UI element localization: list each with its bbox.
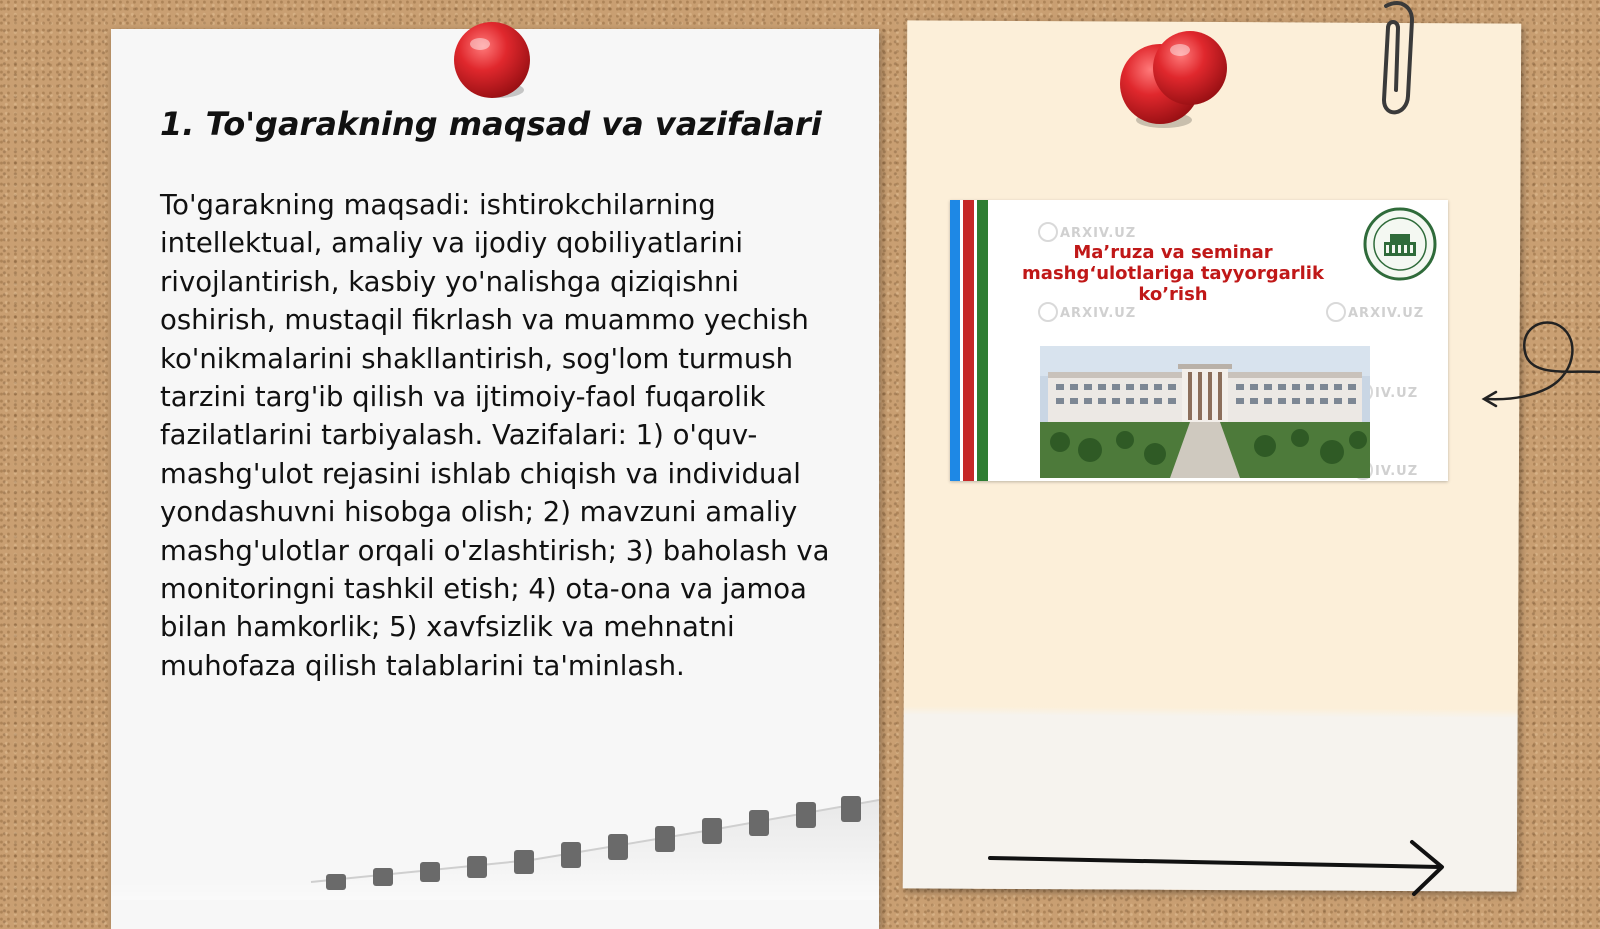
paper-clip-icon	[1372, 0, 1418, 124]
red-pushpin-icon	[1120, 28, 1232, 132]
picture-title: Ma’ruza va seminar mashg‘ulotlariga tayyorgarlik ko’rish	[1022, 242, 1324, 305]
torn-paper-edge	[111, 790, 879, 900]
flag-stripe-green	[977, 200, 988, 481]
university-building-photo	[1040, 346, 1370, 478]
watermark-text: ARXIV.UZ	[1060, 306, 1137, 321]
watermark-text: ARXIV.UZ	[1060, 226, 1137, 241]
slide-heading: 1. To'garakning maqsad va vazifalari	[160, 105, 822, 143]
slide-body-text: To'garakning maqsadi: ishtirokchilarning intellektual, amaliy va ijodiy qobiliyatlarini rivojlantirish, kasbiy yo'nalishga qiziqishni oshirish, mustaqil fikrlash va muammo yechish ko'nikmalarini shakllantirish, sog'lom turmush tarzini targ'ib qilish va ijtimoiy-faol fuqarolik fazilatlarini tarbiyalash. Vazifalari: 1) o'quv-mashg'ulot rejasini ishlab chiqish va individual yondashuvni hisobga olish; 2) mavzuni amaliy mashg'ulotlar orqali o'zlashtirish; 3) baholash va monitoringni tashkil etish; 4) ota-ona va jamoa bilan hamkorlik; 5) xavfsizlik va mehnatni muhofaza qilish talablarini ta'minlash.	[160, 189, 830, 682]
university-seal-logo	[1362, 206, 1438, 282]
watermark-text: IV.UZ	[1375, 386, 1419, 401]
watermark-text: ARXIV.UZ	[1348, 306, 1425, 321]
red-pushpin-icon	[450, 20, 536, 104]
flag-stripe-blue	[950, 200, 960, 481]
lecture-preparation-picture	[950, 200, 1448, 481]
flag-stripe-red	[963, 200, 974, 481]
watermark-text: IV.UZ	[1375, 464, 1419, 479]
